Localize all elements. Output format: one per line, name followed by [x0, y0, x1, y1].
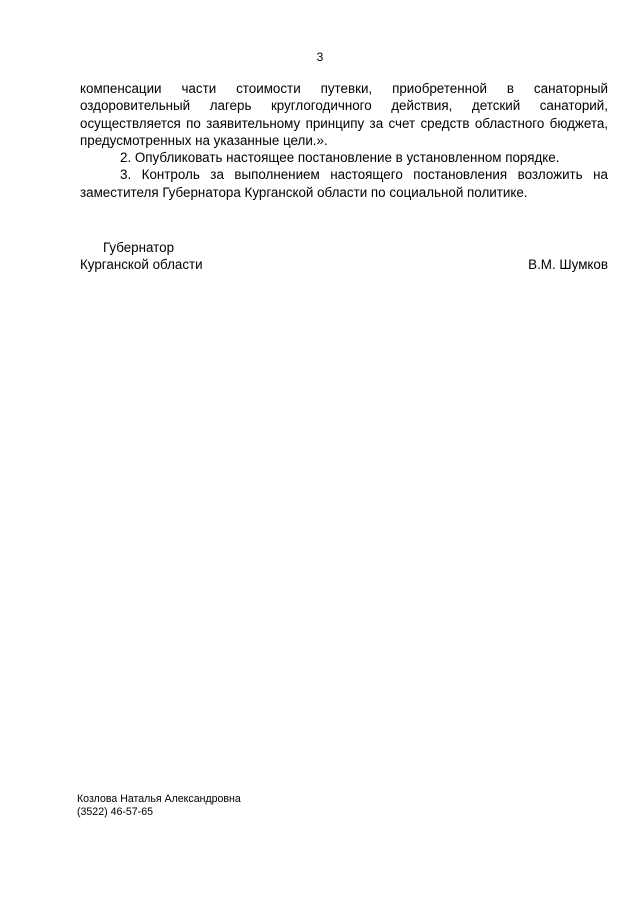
executor-phone: (3522) 46-57-65	[77, 806, 153, 818]
executor-info	[77, 793, 241, 819]
signature-title: Губернатор	[103, 240, 175, 255]
signature-name: В.М. Шумков	[528, 257, 608, 272]
paragraph-item-2: 2. Опубликовать настоящее постановление в установленном порядке.	[120, 150, 560, 166]
page-number: 3	[316, 50, 324, 64]
document-body	[80, 80, 608, 201]
paragraph-continuation: компенсации части стоимости путевки, приобретенной в санаторный оздоровительный лагерь круглогодичного действия, детский санаторий, осуществляется по заявительному принципу за счет средств областного бюджета, предусмотренных на указанные цели.».	[80, 81, 608, 148]
signature-region: Курганской области	[80, 257, 203, 272]
executor-name: Козлова Наталья Александровна	[77, 793, 241, 805]
paragraph-item-3: 3. Контроль за выполнением настоящего постановления возложить на заместителя Губернатора Курганской области по социальной политике.	[80, 167, 608, 200]
